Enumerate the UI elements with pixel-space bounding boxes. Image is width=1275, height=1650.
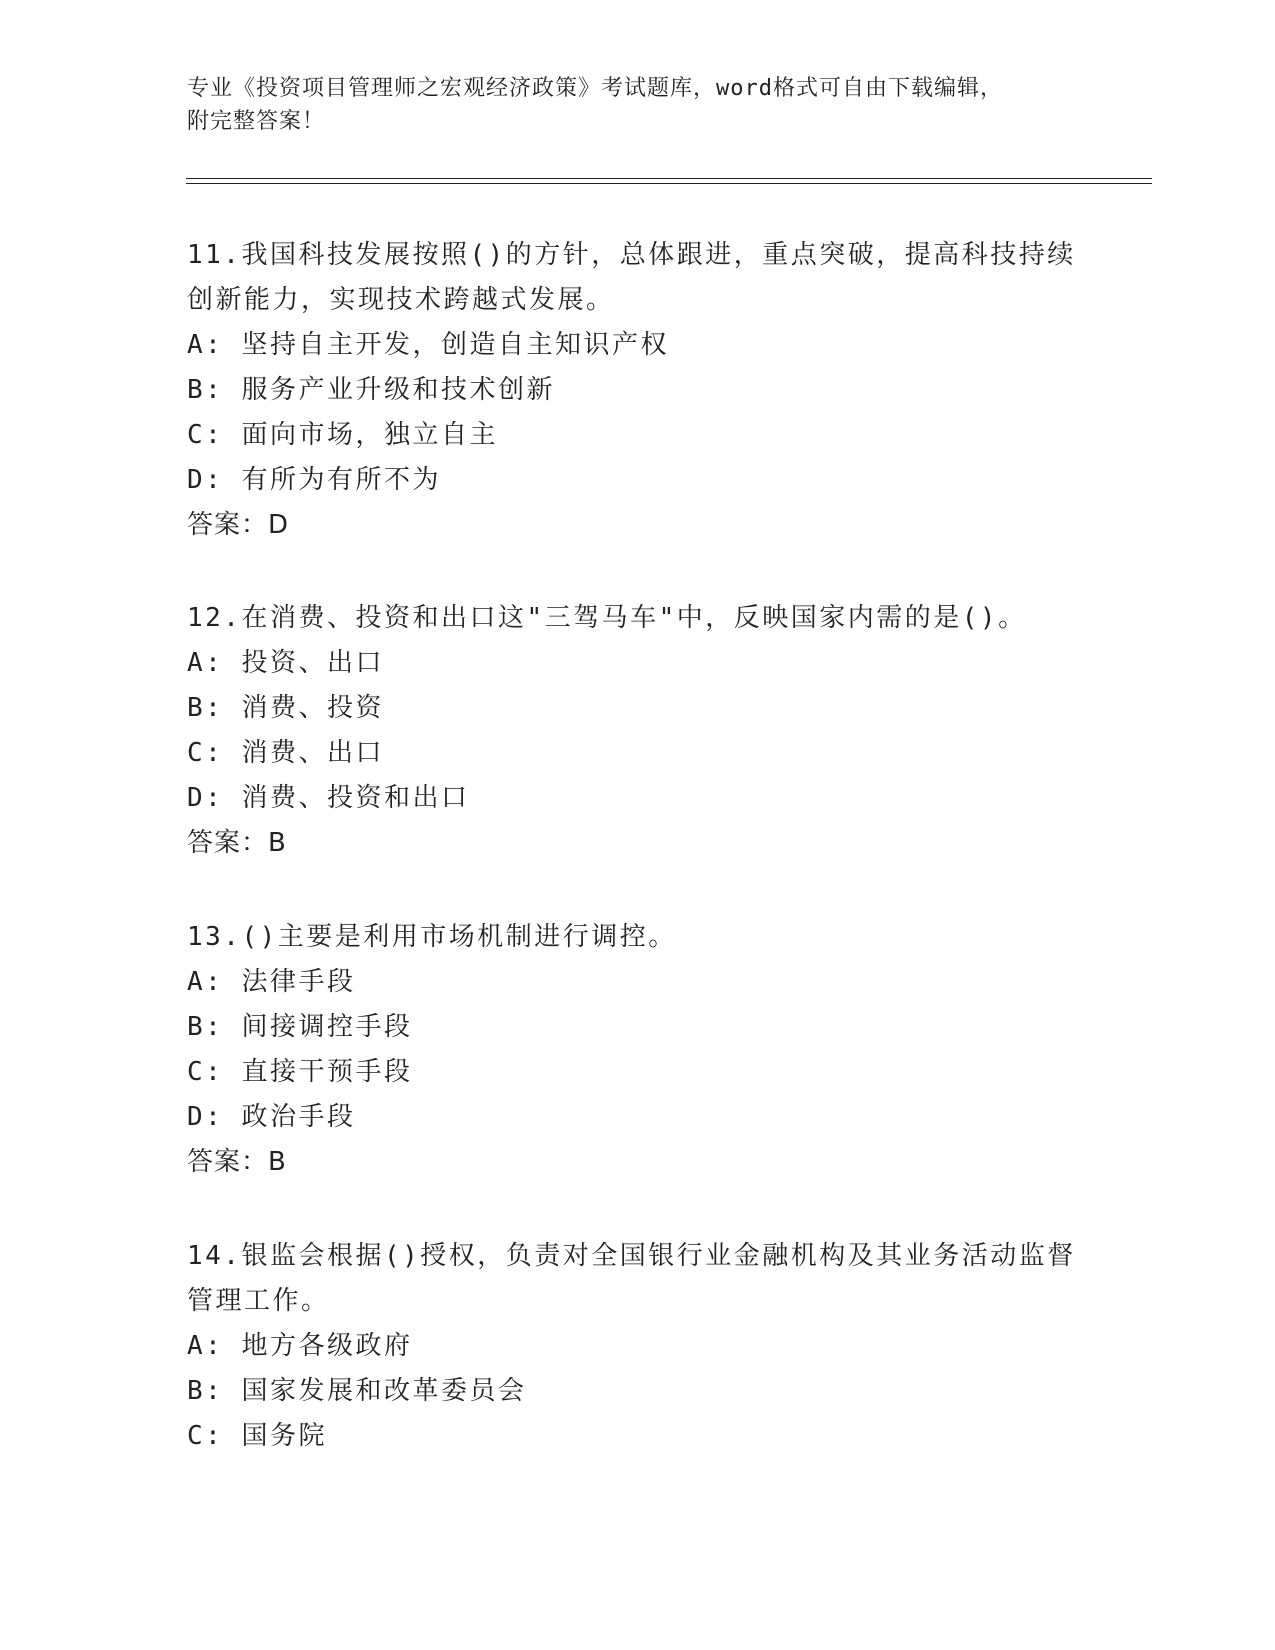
option-a: A: 投资、出口 — [187, 648, 384, 678]
question-13 — [187, 915, 1087, 1185]
question-11 — [187, 233, 1087, 548]
document-header — [187, 72, 1067, 138]
option-d: D: 政治手段 — [187, 1102, 356, 1132]
header-divider-bottom — [186, 183, 1152, 184]
answer: 答案：B — [187, 1147, 287, 1177]
option-b: B: 服务产业升级和技术创新 — [187, 375, 555, 405]
option-b: B: 间接调控手段 — [187, 1012, 413, 1042]
question-stem: 14.银监会根据()授权，负责对全国银行业金融机构及其业务活动监督管理工作。 — [187, 1241, 1076, 1316]
option-c: C: 直接干预手段 — [187, 1057, 413, 1087]
option-c: C: 面向市场，独立自主 — [187, 420, 498, 450]
option-c: C: 国务院 — [187, 1421, 327, 1451]
answer: 答案：D — [187, 510, 290, 540]
answer: 答案：B — [187, 828, 287, 858]
header-line-1: 专业《投资项目管理师之宏观经济政策》考试题库，word格式可自由下载编辑， — [187, 76, 1003, 101]
question-stem: 12.在消费、投资和出口这"三驾马车"中，反映国家内需的是()。 — [187, 603, 1027, 633]
option-a: A: 坚持自主开发，创造自主知识产权 — [187, 330, 669, 360]
option-d: D: 消费、投资和出口 — [187, 783, 470, 813]
question-stem: 13.()主要是利用市场机制进行调控。 — [187, 922, 677, 952]
question-12 — [187, 596, 1087, 866]
option-b: B: 国家发展和改革委员会 — [187, 1376, 527, 1406]
option-a: A: 法律手段 — [187, 967, 356, 997]
option-b: B: 消费、投资 — [187, 693, 384, 723]
header-line-2: 附完整答案！ — [187, 109, 326, 134]
option-c: C: 消费、出口 — [187, 738, 384, 768]
question-stem: 11.我国科技发展按照()的方针，总体跟进，重点突破，提高科技持续创新能力，实现技术跨越式发展。 — [187, 240, 1076, 315]
option-a: A: 地方各级政府 — [187, 1331, 413, 1361]
header-divider-top — [186, 178, 1152, 179]
option-d: D: 有所为有所不为 — [187, 465, 441, 495]
question-14 — [187, 1234, 1087, 1459]
